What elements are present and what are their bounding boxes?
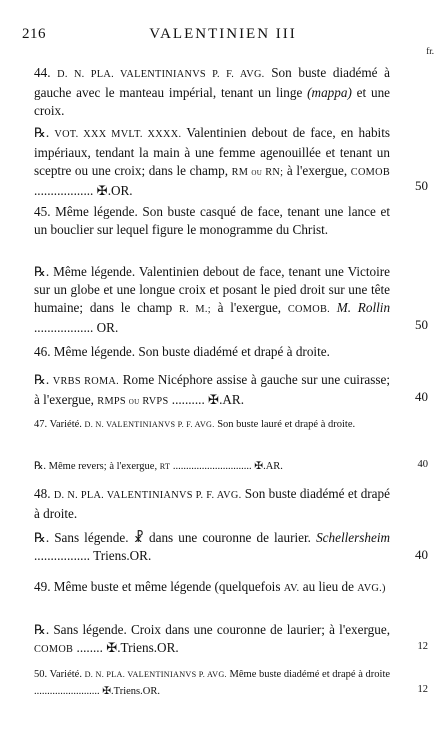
description-cont: au lieu de <box>302 579 354 594</box>
variety-label: Variété. <box>49 669 82 680</box>
reverse-mark: ℞. <box>34 264 50 279</box>
reverse-mark: ℞. <box>34 372 50 387</box>
metal: ✠.Triens.OR. <box>106 640 179 655</box>
entry-50: 50. Variété. D. N. PLA. VALENTINIANVS P. AVG. Même buste diadémé et drapé à droite ......................... ✠.Triens.OR. <box>34 669 391 697</box>
value: 12 <box>417 684 428 695</box>
description-cont: dans une couronne de laurier. <box>149 530 311 545</box>
field-mark: RM ou RN; <box>231 167 284 178</box>
exergue-mark: COMOB <box>350 167 390 178</box>
entry-number: 46. <box>34 344 51 359</box>
legend: VOT. XXX MVLT. XXXX. <box>54 129 182 140</box>
description-italic: (mappa) <box>307 85 352 100</box>
exergue-mark: RMPS ou RVPS <box>97 396 169 407</box>
page-header <box>0 26 446 46</box>
exergue-mark: RT <box>159 462 171 471</box>
entry-number: 44. <box>34 65 51 80</box>
value: 12 <box>417 641 428 652</box>
exergue-label: à l'exergue, <box>286 163 348 178</box>
collection: Schellersheim <box>316 530 391 545</box>
entry-49 <box>34 578 390 598</box>
description: Rome Nicéphore assise à gauche sur une cuirasse; à l'exergue, <box>34 372 391 407</box>
legend: AV. <box>283 583 300 594</box>
value: 40 <box>415 389 428 404</box>
description: Même légende. Son buste casqué de face, tenant une lance et un bouclier sur lequel figure le monogramme du Christ. <box>34 204 390 237</box>
page-number: 216 <box>22 26 46 42</box>
metal: Triens.OR. <box>93 548 152 563</box>
exergue-mark: COMOB. <box>287 304 330 315</box>
legend: D. N. PLA. VALENTINIANVS P. F. AVG. <box>57 69 265 80</box>
description: Même buste diadémé et drapé à droite <box>229 669 391 680</box>
value: 40 <box>417 459 428 470</box>
field-mark: R. M.; <box>179 304 211 315</box>
entry-number: 50. <box>34 669 48 680</box>
reverse-mark: ℞. <box>34 461 47 472</box>
entry-number: 47. <box>34 419 48 430</box>
exergue-mark: COMOB <box>34 644 74 655</box>
entry-number: 49. <box>34 579 51 594</box>
exergue-label: à l'exergue, <box>217 300 282 315</box>
entry-49-reverse: ℞. Sans légende. Croix dans une couronne de laurier; à l'exergue, COMOB ........ ✠.Triens.OR. <box>34 622 390 655</box>
collection: M. Rollin <box>336 300 391 315</box>
entry-46-reverse: ℞. VRBS ROMA. Rome Nicéphore assise à gauche sur une cuirasse; à l'exergue, RMPS ou RVPS .......... ✠.AR. <box>34 372 391 407</box>
entry-48 <box>34 485 390 523</box>
description-end: et une croix. <box>34 85 391 118</box>
entry-45 <box>34 203 390 239</box>
reverse-mark: ℞. <box>34 125 50 140</box>
metal: ✠.AR. <box>254 461 283 472</box>
description: Même buste et même légende (quelquefois <box>53 579 281 594</box>
description: Son buste lauré et drapé à droite. <box>217 419 356 430</box>
chi-rho-symbol: ☧ <box>133 530 144 545</box>
metal: ✠.Triens.OR. <box>102 686 160 697</box>
reverse-mark: ℞. <box>34 622 50 637</box>
description: Son buste diadémé à gauche avec le manteau impérial, tenant un linge <box>34 65 391 100</box>
description: Valentinien debout de face, en habits impériaux, tendant la main à une femme agenouillée et tenant un sceptre ou une croix; dans le champ, <box>34 125 391 178</box>
margin-note: fr. <box>426 46 434 56</box>
description: Sans légende. <box>54 530 129 545</box>
entry-46 <box>34 343 390 361</box>
value: 50 <box>415 178 428 193</box>
entry-44-reverse: ℞. VOT. XXX MVLT. XXXX. Valentinien debout de face, en habits impériaux, tendant la main à une femme agenouillée et tenant un sceptre ou une croix; dans le champ, RM ou RN; à l'exergue, COMOB .................. ✠.OR. <box>34 125 391 198</box>
description: Son buste diadémé et drapé à droite. <box>34 486 390 521</box>
metal: OR. <box>96 320 119 335</box>
variety-label: Variété. <box>49 419 82 430</box>
entry-number: 48. <box>34 486 51 501</box>
entry-45-reverse: ℞. Même légende. Valentinien debout de face, tenant une Victoire sur un globe et une longue croix et posant le pied droit sur une tête humaine; dans le champ R. M.; à l'exergue, COMOB. M. Rollin .................. OR. <box>34 264 391 335</box>
running-title: VALENTINIEN III <box>149 26 297 42</box>
description: Même légende. Valentinien debout de face, tenant une Victoire sur un globe et une longue croix et posant le pied droit sur une tête humaine; dans le champ <box>34 264 391 315</box>
metal: ✠.AR. <box>208 392 244 407</box>
description: Même légende. Son buste diadémé et drapé à droite. <box>53 344 330 359</box>
entry-47 <box>34 416 390 433</box>
entry-47-reverse: ℞. Même revers; à l'exergue, RT .............................. ✠.AR. <box>34 461 283 472</box>
legend: D. N. PLA. VALENTINIANVS P. F. AVG. <box>53 490 242 501</box>
description: Sans légende. Croix dans une couronne de laurier; à l'exergue, <box>53 622 390 637</box>
legend: VRBS ROMA. <box>52 376 120 387</box>
description: Même revers; à l'exergue, <box>48 461 158 472</box>
legend: D. N. PLA. VALENTINIANVS P. AVG. <box>84 670 227 679</box>
entry-48-reverse: ℞. Sans légende. ☧ dans une couronne de laurier. Schellersheim ................. Triens.OR. <box>34 530 391 563</box>
value: 50 <box>415 317 428 332</box>
metal: ✠.OR. <box>96 183 133 198</box>
entry-number: 45. <box>34 204 51 219</box>
entry-44 <box>34 64 390 120</box>
legend: D. N. VALENTINIANVS P. F. AVG. <box>84 420 215 429</box>
value: 40 <box>415 547 428 562</box>
legend-2: AVG.) <box>357 583 386 594</box>
reverse-mark: ℞. <box>34 530 50 545</box>
